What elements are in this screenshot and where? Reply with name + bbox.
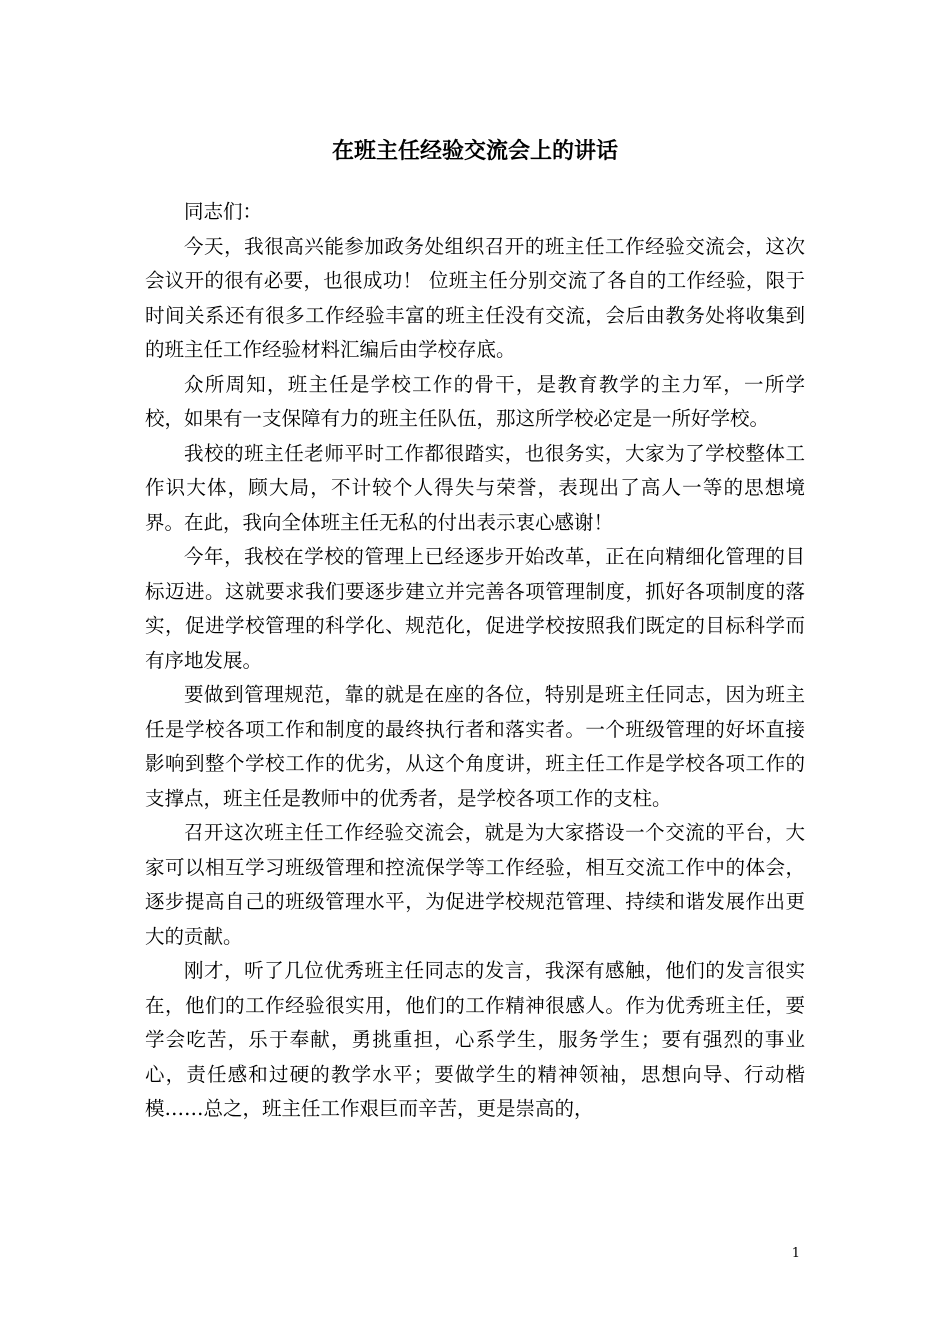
- paragraph-1: 今天，我很高兴能参加政务处组织召开的班主任工作经验交流会，这次会议开的很有必要，也很成功！ 位班主任分别交流了各自的工作经验，限于时间关系还有很多工作经验丰富的班主任没有交流，会后由教务处将收集到的班主任工作经验材料汇编后由学校存底。: [145, 234, 805, 361]
- paragraph-4: 今年，我校在学校的管理上已经逐步开始改革，正在向精细化管理的目标迈进。这就要求我们要逐步建立并完善各项管理制度，抓好各项制度的落实，促进学校管理的科学化、规范化，促进学校按照我们既定的目标科学而有序地发展。: [145, 545, 805, 672]
- paragraph-7: 刚才，听了几位优秀班主任同志的发言，我深有感触，他们的发言很实在，他们的工作经验很实用，他们的工作精神很感人。作为优秀班主任，要学会吃苦，乐于奉献，勇挑重担，心系学生，服务学生；要有强烈的事业心，责任感和过硬的教学水平；要做学生的精神领袖，思想向导、行动楷模……总之，班主任工作艰巨而辛苦，更是崇高的，: [145, 959, 805, 1120]
- document-body: [145, 195, 805, 1127]
- salutation: 同志们：: [184, 200, 263, 223]
- page-number: 1: [791, 1246, 800, 1261]
- paragraph-5: 要做到管理规范，靠的就是在座的各位，特别是班主任同志，因为班主任是学校各项工作和制度的最终执行者和落实者。一个班级管理的好坏直接影响到整个学校工作的优劣，从这个角度讲，班主任工作是学校各项工作的支撑点，班主任是教师中的优秀者，是学校各项工作的支柱。: [145, 683, 805, 810]
- paragraph-2: 众所周知，班主任是学校工作的骨干，是教育教学的主力军，一所学校，如果有一支保障有力的班主任队伍，那这所学校必定是一所好学校。: [145, 372, 805, 430]
- paragraph-3: 我校的班主任老师平时工作都很踏实，也很务实，大家为了学校整体工作识大体，顾大局，不计较个人得失与荣誉，表现出了高人一等的思想境界。在此，我向全体班主任无私的付出表示衷心感谢！: [145, 441, 805, 534]
- paragraph-6: 召开这次班主任工作经验交流会，就是为大家搭设一个交流的平台，大家可以相互学习班级管理和控流保学等工作经验，相互交流工作中的体会，逐步提高自己的班级管理水平，为促进学校规范管理、持续和谐发展作出更大的贡献。: [145, 821, 805, 948]
- document-title: 在班主任经验交流会上的讲话: [331, 138, 618, 164]
